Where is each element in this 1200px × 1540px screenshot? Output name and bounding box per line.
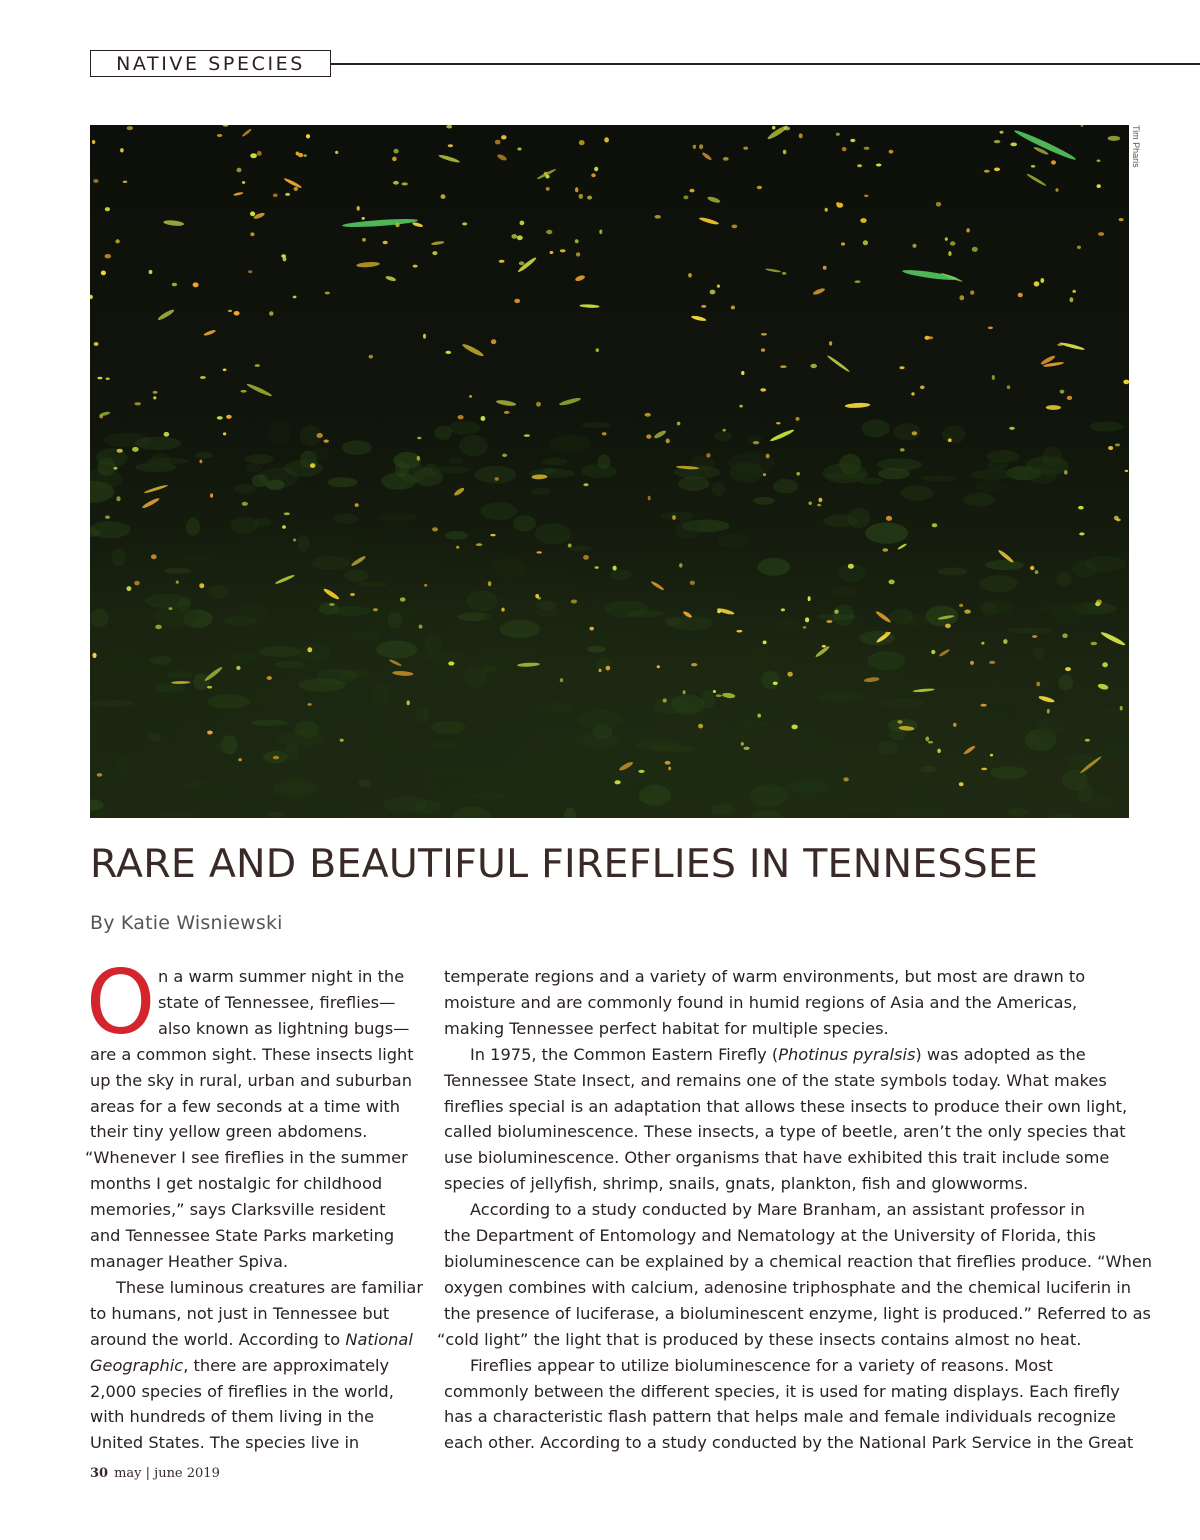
text-line: to humans, not just in Tennessee but bbox=[90, 1303, 390, 1323]
section-tag: NATIVE SPECIES bbox=[90, 50, 331, 77]
text-line: commonly between the different species, it is used for mating displays. Each firefly bbox=[444, 1381, 1120, 1401]
text-line: making Tennessee perfect habitat for multiple species. bbox=[444, 1018, 889, 1038]
text-line: United States. The species live in bbox=[90, 1433, 360, 1453]
page-footer bbox=[90, 1466, 220, 1481]
text-line: fireflies special is an adaptation that allows these insects to produce their own light, bbox=[444, 1096, 1128, 1116]
text-line: manager Heather Spiva. bbox=[90, 1251, 289, 1271]
page-number: 30 bbox=[90, 1466, 109, 1481]
text-line: These luminous creatures are familiar bbox=[116, 1277, 423, 1297]
text-line: temperate regions and a variety of warm environments, but most are drawn to bbox=[444, 967, 1086, 986]
text-line: and Tennessee State Parks marketing bbox=[90, 1226, 395, 1246]
text-line: In 1975, the Common Eastern Firefly (Photinus pyralsis) was adopted as the bbox=[470, 1044, 1086, 1064]
issue-date: may | june 2019 bbox=[114, 1466, 220, 1481]
text-line: state of Tennessee, fireflies— bbox=[158, 992, 396, 1012]
text-line: Tennessee State Insect, and remains one of the state symbols today. What makes bbox=[444, 1070, 1107, 1090]
text-line: with hundreds of them living in the bbox=[90, 1407, 375, 1427]
text-line: their tiny yellow green abdomens. bbox=[90, 1122, 368, 1142]
text-line: species of jellyfish, shrimp, snails, gnats, plankton, fish and glowworms. bbox=[444, 1174, 1029, 1194]
text-line: the Department of Entomology and Nematology at the University of Florida, this bbox=[444, 1226, 1096, 1246]
article-title: RARE AND BEAUTIFUL FIREFLIES IN TENNESSEE bbox=[90, 841, 1039, 887]
text-line: each other. According to a study conducted by the National Park Service in the Great bbox=[444, 1433, 1134, 1453]
text-line: are a common sight. These insects light bbox=[90, 1044, 414, 1064]
text-line: Fireflies appear to utilize bioluminescence for a variety of reasons. Most bbox=[470, 1355, 1053, 1375]
text-line: n a warm summer night in the bbox=[158, 967, 405, 986]
firefly-lights bbox=[90, 125, 1129, 818]
text-line: has a characteristic flash pattern that helps male and female individuals recognize bbox=[444, 1407, 1116, 1427]
text-line: use bioluminescence. Other organisms that have exhibited this trait include some bbox=[444, 1148, 1110, 1168]
header-rule bbox=[331, 63, 1200, 65]
photo-credit: Tim Pharis bbox=[1131, 125, 1141, 168]
text-line: the presence of luciferase, a bioluminescent enzyme, light is produced.” Referred to as bbox=[444, 1303, 1151, 1323]
text-line: up the sky in rural, urban and suburban bbox=[90, 1070, 412, 1090]
byline: By Katie Wisniewski bbox=[90, 912, 283, 934]
text-line: “cold light” the light that is produced by these insects contains almost no heat. bbox=[437, 1329, 1082, 1349]
text-line: “Whenever I see fireflies in the summer bbox=[85, 1148, 408, 1168]
text-line: areas for a few seconds at a time with bbox=[90, 1096, 401, 1116]
text-line: called bioluminescence. These insects, a type of beetle, aren’t the only species that bbox=[444, 1122, 1126, 1142]
text-line: Geographic, there are approximately bbox=[90, 1355, 390, 1375]
text-line: bioluminescence can be explained by a chemical reaction that fireflies produce. “When bbox=[444, 1251, 1153, 1271]
text-line: oxygen combines with calcium, adenosine triphosphate and the chemical luciferin in bbox=[444, 1277, 1132, 1297]
text-line: memories,” says Clarksville resident bbox=[90, 1200, 386, 1220]
text-line: also known as lightning bugs— bbox=[158, 1018, 410, 1038]
text-line: months I get nostalgic for childhood bbox=[90, 1174, 383, 1194]
text-line: 2,000 species of fireflies in the world, bbox=[90, 1381, 394, 1401]
firefly-photo bbox=[90, 125, 1129, 818]
drop-cap: O bbox=[86, 951, 156, 1054]
text-line: around the world. According to National bbox=[90, 1329, 413, 1349]
text-line: According to a study conducted by Mare Branham, an assistant professor in bbox=[470, 1200, 1086, 1220]
article-column-1 bbox=[85, 964, 423, 1456]
text-line: moisture and are commonly found in humid regions of Asia and the Americas, bbox=[444, 992, 1078, 1012]
article-column-2 bbox=[437, 964, 1153, 1456]
